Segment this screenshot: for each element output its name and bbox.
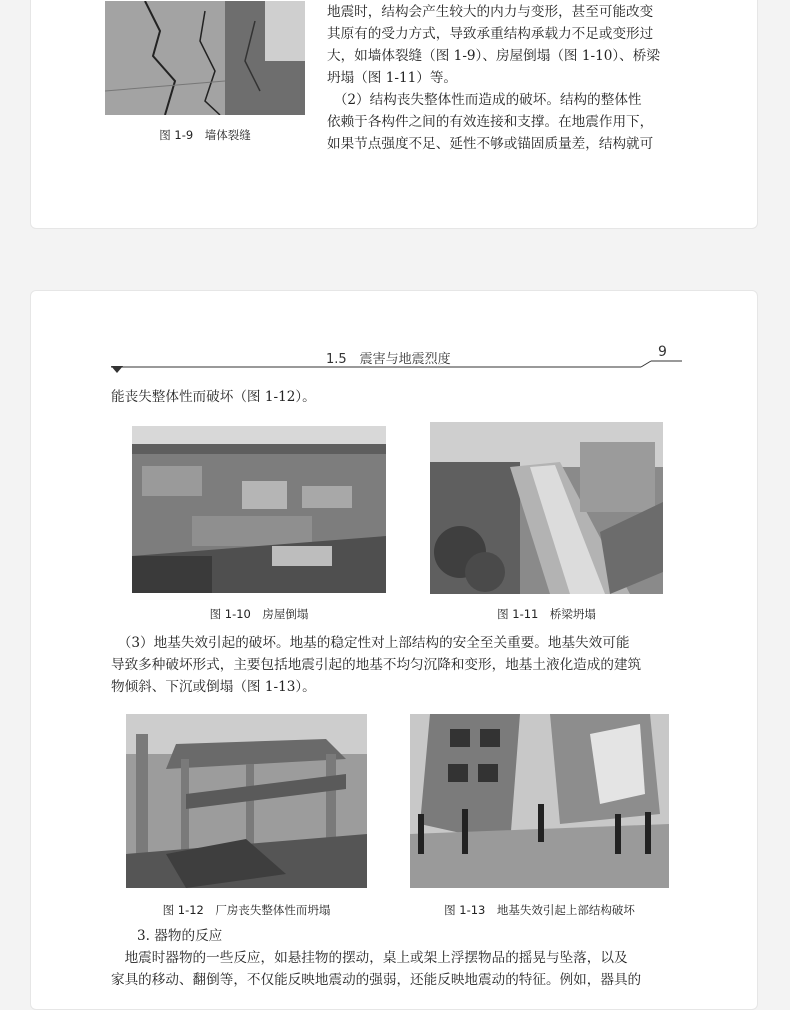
text-line: 坍塌（图 1-11）等。 [327, 70, 458, 86]
figure-1-11-collapsed-bridge-photo [430, 422, 663, 594]
figure-1-12-caption: 图 1-12 厂房丧失整体性而坍塌 [162, 903, 331, 917]
text-line: 地震时器物的一些反应，如悬挂物的摆动，桌上或架上浮摆物品的摇晃与坠落，以及 [111, 950, 628, 966]
page-number: 9 [658, 344, 667, 360]
text-line: 家具的移动、翻倒等，不仅能反映地震动的强弱，还能反映地震动的特征。例如，器具的 [111, 972, 642, 988]
paragraph-foundation-failure [111, 632, 689, 698]
figure-1-13-caption: 图 1-13 地基失效引起上部结构破坏 [444, 903, 635, 917]
text-line: （3）地基失效引起的破坏。地基的稳定性对上部结构的安全至关重要。地基失效可能 [111, 635, 630, 651]
text-line: 其原有的受力方式，导致承重结构承载力不足或变形过 [327, 26, 654, 42]
text-line: 导致多种破坏形式，主要包括地震引起的地基不均匀沉降和变形，地基土液化造成的建筑 [111, 657, 642, 673]
top-paragraph-a [327, 1, 683, 89]
figure-1-10-collapsed-houses-photo [132, 426, 386, 593]
figure-1-9-wall-crack-photo [105, 1, 305, 115]
text-line: （2）结构丧失整体性而造成的破坏。结构的整体性 [327, 92, 642, 108]
running-section-title: 1.5 震害与地震烈度 [326, 352, 451, 367]
text-line: 依赖于各构件之间的有效连接和支撑。在地震作用下， [327, 114, 654, 130]
page-top [30, 0, 758, 229]
figure-1-13-tilted-buildings-photo [410, 714, 669, 888]
page-bottom [30, 290, 758, 1010]
text-line: 大，如墙体裂缝（图 1-9）、房屋倒塌（图 1-10）、桥梁 [327, 48, 660, 64]
text-line: 物倾斜、下沉或倒塌（图 1-13）。 [111, 679, 316, 695]
figure-1-11-caption: 图 1-11 桥梁坍塌 [497, 607, 596, 621]
paragraph-object-response [111, 947, 689, 991]
top-paragraph-b [327, 89, 683, 155]
text-line: 地震时，结构会产生较大的内力与变形，甚至可能改变 [327, 4, 654, 20]
figure-1-10-caption: 图 1-10 房屋倒塌 [209, 607, 309, 621]
continuation-line: 能丧失整体性而破坏（图 1-12）。 [111, 389, 316, 405]
figure-1-12-factory-collapse-photo [126, 714, 367, 888]
figure-1-9-caption: 图 1-9 墙体裂缝 [159, 128, 251, 142]
section-3-heading: 3. 器物的反应 [137, 928, 223, 944]
text-line: 如果节点强度不足、延性不够或锚固质量差，结构就可 [327, 136, 654, 152]
